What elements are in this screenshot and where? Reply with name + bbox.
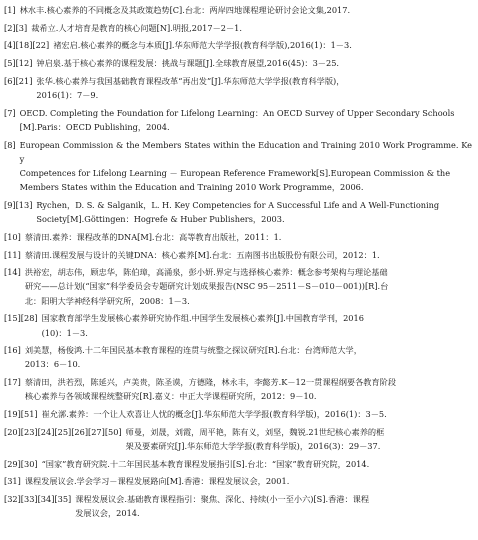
reference-label: [2][3] <box>4 22 28 33</box>
reference-line: Members States within the Education and Training 2010 Work Programme，2006. <box>19 182 364 193</box>
reference-text <box>36 74 472 102</box>
reference-item <box>4 492 472 520</box>
reference-item <box>4 474 472 488</box>
reference-line: “国家”教育研究院.十二年国民基本教育课程发展指引[S].台北：“国家”教育研究院，2014. <box>41 458 370 469</box>
reference-line: 刘美慧，杨俊鸿.十二年国民基本教育课程的连贯与统整之探议研究[R].台北：台湾师范大学， <box>24 345 362 356</box>
reference-line: 钟启泉.基于核心素养的课程发展：挑战与课题[J].全球教育展望,2016(45)：3－25. <box>36 58 340 69</box>
reference-item <box>4 265 472 308</box>
reference-item <box>4 230 472 244</box>
reference-text <box>126 425 472 453</box>
reference-line: 课程发展议会.学会学习－课程发展路向[M].香港：课程发展议会，2001. <box>24 476 290 487</box>
reference-item <box>4 407 472 421</box>
reference-label: [31] <box>4 476 21 487</box>
reference-line: (10)：1－3. <box>41 327 88 338</box>
reference-item <box>4 343 472 371</box>
reference-text <box>20 106 472 134</box>
reference-item <box>4 138 472 195</box>
reference-line: 林水丰.核心素养的不同概念及其政策趋势[C].台北：两岸四地课程理论研讨会论文集,2017. <box>19 5 351 15</box>
reference-label: [7] <box>4 107 16 118</box>
reference-text <box>20 138 472 195</box>
reference-text <box>25 343 472 371</box>
reference-line: 2013：6－10. <box>24 359 81 370</box>
reference-item <box>4 311 472 339</box>
reference-label: [16] <box>4 345 21 356</box>
reference-label: [9][13] <box>4 199 33 210</box>
reference-line: European Commission & the Members States within the Education and Training 2010 Work Programme. Key <box>19 139 472 164</box>
reference-line: 师曼，刘晟，刘霞，周平艳，陈有义，刘坚，魏锐.21世纪核心素养的框 <box>125 426 385 437</box>
reference-item <box>4 56 472 70</box>
reference-item <box>4 74 472 102</box>
reference-text <box>42 311 472 339</box>
reference-line: 架及要素研究[J].华东师范大学学报(教育科学版)，2016(3)：29－37. <box>125 440 381 451</box>
reference-line: 蔡清田.素养：课程改革的DNA[M].台北：高等教育出版社，2011：1. <box>24 231 282 242</box>
reference-item <box>4 375 472 403</box>
reference-label: [4][18][22] <box>4 40 50 51</box>
reference-line: 崔允漷.素养：一个让人欢喜让人忧的概念[J].华东师范大学学报(教育科学版)，2016(1)：3－5. <box>41 409 387 420</box>
reference-item <box>4 457 472 471</box>
reference-text <box>36 56 472 70</box>
reference-line: 褚宏启.核心素养的概念与本质[J].华东师范大学学报(教育科学版),2016(1)：1－3. <box>53 40 352 51</box>
reference-line: [M].Paris：OECD Publishing，2004. <box>19 121 170 132</box>
reference-line: 蔡清田.课程发展与设计的关键DNA：核心素养[M].台北：五南图书出版股份有限公司，2012：1. <box>24 249 380 260</box>
reference-label: [32][33][34][35] <box>4 494 72 505</box>
reference-label: [8] <box>4 139 16 150</box>
reference-text <box>53 38 472 52</box>
reference-text <box>25 248 472 262</box>
reference-line: Competences for Lifelong Learning － European Reference Framework[S].European Commission & the <box>19 168 451 179</box>
reference-line: 裁希立.人才培育是教育的核心问题[N].明报,2017－2－1. <box>31 22 242 33</box>
reference-label: [11] <box>4 249 21 260</box>
reference-line: Society[M].Göttingen：Hogrefe & Huber Publishers，2003. <box>36 214 285 225</box>
reference-line: 北：阳明大学神经科学研究所，2008：1－3. <box>24 295 190 306</box>
reference-label: [5][12] <box>4 58 33 69</box>
reference-label: [20][23][24][25][26][27][50] <box>4 426 122 437</box>
reference-label: [29][30] <box>4 458 38 469</box>
reference-line: Rychen，D. S. & Salganik，L. H. Key Competencies for A Successful Life and A Well-Functioning <box>36 199 440 210</box>
reference-text <box>42 457 472 471</box>
reference-text <box>31 21 472 35</box>
reference-line: 课程发展议会.基础教育课程指引：聚焦、深化、持续(小一至小六)[S].香港：课程 <box>75 494 370 505</box>
reference-label: [19][51] <box>4 409 38 420</box>
reference-text <box>25 375 472 403</box>
reference-label: [15][28] <box>4 313 38 324</box>
reference-label: [6][21] <box>4 75 33 86</box>
reference-text <box>25 474 472 488</box>
reference-line: 洪裕宏，胡志伟，顾忠华，陈伯璋，高涌泉，彭小妍.界定与选择核心素养：概念参考架构与理论基础 <box>24 267 388 278</box>
reference-label: [17] <box>4 377 21 388</box>
reference-label: [10] <box>4 231 21 242</box>
reference-item <box>4 38 472 52</box>
reference-item <box>4 106 472 134</box>
reference-line: OECD. Completing the Foundation for Lifelong Learning：An OECD Survey of Upper Secondary Schools <box>19 107 455 118</box>
reference-line: 2016(1)：7－9. <box>36 90 99 101</box>
reference-label: [14] <box>4 267 21 278</box>
reference-item <box>4 198 472 226</box>
reference-line: 研究——总计划(“国家”科学委员会专题研究计划成果报告(NSC 95－2511－S－010－001))[R].台 <box>24 281 389 292</box>
reference-line: 发展议会，2014. <box>75 508 140 519</box>
reference-line: 蔡清田，洪若烈，陈延兴，卢美贵，陈圣谟，方德隆，林永丰，李懿芳.K－12一贯课程纲要各教育阶段 <box>24 377 397 388</box>
reference-line: 张华.核心素养与我国基础教育课程改革“再出发”[J].华东师范大学学报(教育科学版)， <box>36 75 345 86</box>
reference-text <box>25 230 472 244</box>
reference-item <box>4 21 472 35</box>
reference-item <box>4 3 472 17</box>
reference-line: 核心素养与各领域课程统整研究[R].嘉义：中正大学课程研究所，2012：9－10. <box>24 391 317 402</box>
reference-line: 国家教育部学生发展核心素养研究协作组.中国学生发展核心素养[J].中国教育学刊，2016 <box>41 313 364 324</box>
reference-text <box>20 3 472 17</box>
reference-text <box>75 492 472 520</box>
reference-text <box>36 198 472 226</box>
reference-label: [1] <box>4 5 16 15</box>
reference-item <box>4 248 472 262</box>
reference-item <box>4 425 472 453</box>
reference-text <box>42 407 472 421</box>
reference-text <box>25 265 472 308</box>
